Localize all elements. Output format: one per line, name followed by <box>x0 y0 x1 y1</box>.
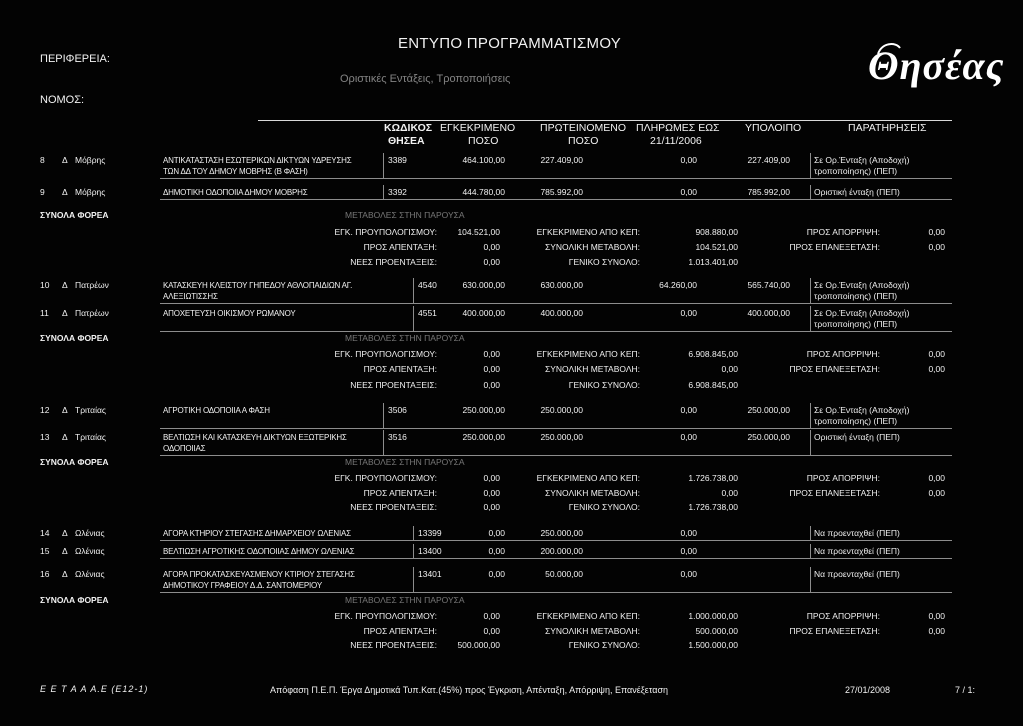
summary-label: ΠΡΟΣ ΑΠΟΡΡΙΨΗ: <box>806 473 880 483</box>
project-title-line: ΔΗΜΟΤΙΚΟΥ ΓΡΑΦΕΙΟΥ Δ.Δ. ΣΑΝΤΟΜΕΡΙΟΥ <box>163 581 322 590</box>
remarks-line: Οριστική ένταξη (ΠΕΠ) <box>814 432 900 442</box>
summary-label: ΝΕΕΣ ΠΡΟΕΝΤΑΞΕΙΣ: <box>350 257 437 267</box>
row-number: 11 <box>40 308 49 318</box>
summary-value: 0,00 <box>483 473 500 483</box>
form-subtitle: Οριστικές Εντάξεις, Τροποποιήσεις <box>340 73 511 85</box>
remarks-line: Να προενταχθεί (ΠΕΠ) <box>814 528 900 538</box>
col-code-line1: ΚΩΔΙΚΟΣ <box>384 122 433 134</box>
row-number: 13 <box>40 432 50 442</box>
col-approved-line2: ΠΟΣΟ <box>468 135 499 147</box>
summary-label: ΝΕΕΣ ΠΡΟΕΝΤΑΞΕΙΣ: <box>350 380 437 390</box>
remarks-column-separator <box>810 567 811 592</box>
remaining-amount: 565.740,00 <box>747 280 790 290</box>
work-type: Δ <box>62 528 68 538</box>
payments-amount: 0,00 <box>680 432 697 442</box>
project-title-line: ΑΛΕΞΙΩΤΙΣΣΗΣ <box>163 292 218 301</box>
summary-value: 0,00 <box>483 257 500 267</box>
changes-label: ΜΕΤΑΒΟΛΕΣ ΣΤΗΝ ΠΑΡΟΥΣΑ <box>345 333 465 343</box>
remaining-amount: 400.000,00 <box>747 308 790 318</box>
work-type: Δ <box>62 280 68 290</box>
summary-value: 104.521,00 <box>695 242 738 252</box>
summary-label: ΕΓΚΕΚΡΙΜΕΝΟ ΑΠΟ ΚΕΠ: <box>536 227 640 237</box>
municipality: Ωλένιας <box>75 569 105 579</box>
changes-label: ΜΕΤΑΒΟΛΕΣ ΣΤΗΝ ΠΑΡΟΥΣΑ <box>345 210 465 220</box>
project-title-line: ΑΠΟΧΕΤΕΥΣΗ ΟΙΚΙΣΜΟΥ ΡΩΜΑΝΟΥ <box>163 309 296 318</box>
code-column-separator <box>413 306 414 331</box>
summary-label: ΕΓΚ. ΠΡΟΥΠΟΛΟΓΙΣΜΟΥ: <box>334 611 437 621</box>
summary-label: ΠΡΟΣ ΑΠΟΡΡΙΨΗ: <box>806 611 880 621</box>
remarks-line: τροποποίησης) (ΠΕΠ) <box>814 416 898 426</box>
summary-value: 0,00 <box>483 242 500 252</box>
row-divider <box>160 303 952 304</box>
remarks-column-separator <box>810 430 811 455</box>
row-number: 14 <box>40 528 50 538</box>
remarks-line: Σε Ορ.Ένταξη (Αποδοχή) <box>814 155 910 165</box>
summary-label: ΕΓΚ. ΠΡΟΥΠΟΛΟΓΙΣΜΟΥ: <box>334 349 437 359</box>
form-title: ΕΝΤΥΠΟ ΠΡΟΓΡΑΜΜΑΤΙΣΜΟΥ <box>398 35 622 52</box>
summary-label: ΠΡΟΣ ΑΠΕΝΤΑΞΗ: <box>363 626 437 636</box>
summary-value: 0,00 <box>928 227 945 237</box>
municipality: Ωλένιας <box>75 546 105 556</box>
work-type: Δ <box>62 432 68 442</box>
code-column-separator <box>383 403 384 428</box>
work-type: Δ <box>62 405 68 415</box>
remarks-line: Οριστική ένταξη (ΠΕΠ) <box>814 187 900 197</box>
region-label: ΠΕΡΙΦΕΡΕΙΑ: <box>40 53 110 65</box>
remarks-line: Σε Ορ.Ένταξη (Αποδοχή) <box>814 405 910 415</box>
approved-amount: 464.100,00 <box>462 155 505 165</box>
work-type: Δ <box>62 546 68 556</box>
remarks-line: Να προενταχθεί (ΠΕΠ) <box>814 569 900 579</box>
col-payments-line1: ΠΛΗΡΩΜΕΣ ΕΩΣ <box>636 122 720 134</box>
summary-label: ΠΡΟΣ ΑΠΕΝΤΑΞΗ: <box>363 364 437 374</box>
remarks-line: τροποποίησης) (ΠΕΠ) <box>814 319 898 329</box>
project-title-line: ΒΕΛΤΙΩΣΗ ΚΑΙ ΚΑΤΑΣΚΕΥΗ ΔΙΚΤΥΩΝ ΕΞΩΤΕΡΙΚΗΣ <box>163 433 347 442</box>
summary-label: ΝΕΕΣ ΠΡΟΕΝΤΑΞΕΙΣ: <box>350 502 437 512</box>
summary-value: 1.500.000,00 <box>688 640 738 650</box>
remaining-amount: 250.000,00 <box>747 432 790 442</box>
summary-value: 0,00 <box>483 626 500 636</box>
approved-amount: 444.780,00 <box>462 187 505 197</box>
approved-amount: 630.000,00 <box>462 280 505 290</box>
summary-value: 0,00 <box>483 611 500 621</box>
row-divider <box>160 592 952 593</box>
row-divider <box>160 455 952 456</box>
project-title-line: ΤΩΝ ΔΔ ΤΟΥ ΔΗΜΟΥ ΜΟΒΡΗΣ (Β ΦΑΣΗ) <box>163 167 308 176</box>
code-column-separator <box>413 526 414 540</box>
summary-value: 500.000,00 <box>695 626 738 636</box>
project-code: 4540 <box>418 280 437 290</box>
footer-form-code: Ε Ε Τ Α Α Α.Ε (Ε12-1) <box>40 684 149 694</box>
summary-label: ΠΡΟΣ ΑΠΟΡΡΙΨΗ: <box>806 349 880 359</box>
summary-value: 0,00 <box>928 488 945 498</box>
col-payments-line2: 21/11/2006 <box>650 135 702 147</box>
project-code: 3506 <box>388 405 407 415</box>
col-remaining: ΥΠΟΛΟΙΠΟ <box>745 122 802 134</box>
municipality: Μόβρης <box>75 155 106 165</box>
remarks-line: τροποποίησης) (ΠΕΠ) <box>814 291 898 301</box>
proposed-amount: 50.000,00 <box>545 569 583 579</box>
remarks-column-separator <box>810 306 811 331</box>
summary-value: 1.726.738,00 <box>688 473 738 483</box>
municipality: Πατρέων <box>75 308 109 318</box>
proposed-amount: 200.000,00 <box>540 546 583 556</box>
summary-label: ΠΡΟΣ ΕΠΑΝΕΞΕΤΑΣΗ: <box>789 488 880 498</box>
code-column-separator <box>413 567 414 592</box>
code-column-separator <box>383 185 384 199</box>
totals-label: ΣΥΝΟΛΑ ΦΟΡΕΑ <box>40 595 109 605</box>
approved-amount: 0,00 <box>488 569 505 579</box>
payments-amount: 0,00 <box>680 569 697 579</box>
summary-value: 500.000,00 <box>457 640 500 650</box>
summary-value: 1.013.401,00 <box>688 257 738 267</box>
summary-value: 0,00 <box>483 502 500 512</box>
project-title-line: ΒΕΛΤΙΩΣΗ ΑΓΡΟΤΙΚΗΣ ΟΔΟΠΟΙΙΑΣ ΔΗΜΟΥ ΩΛΕΝΙΑΣ <box>163 547 355 556</box>
totals-label: ΣΥΝΟΛΑ ΦΟΡΕΑ <box>40 457 109 467</box>
project-code: 3392 <box>388 187 407 197</box>
work-type: Δ <box>62 308 68 318</box>
summary-value: 0,00 <box>928 364 945 374</box>
payments-amount: 0,00 <box>680 187 697 197</box>
row-number: 8 <box>40 155 45 165</box>
approved-amount: 250.000,00 <box>462 405 505 415</box>
proposed-amount: 250.000,00 <box>540 405 583 415</box>
summary-label: ΣΥΝΟΛΙΚΗ ΜΕΤΑΒΟΛΗ: <box>544 364 640 374</box>
remarks-line: Σε Ορ.Ένταξη (Αποδοχή) <box>814 280 910 290</box>
summary-label: ΠΡΟΣ ΕΠΑΝΕΞΕΤΑΣΗ: <box>789 364 880 374</box>
row-number: 16 <box>40 569 50 579</box>
project-code: 3389 <box>388 155 407 165</box>
summary-label: ΓΕΝΙΚΟ ΣΥΝΟΛΟ: <box>568 640 640 650</box>
changes-label: ΜΕΤΑΒΟΛΕΣ ΣΤΗΝ ΠΑΡΟΥΣΑ <box>345 595 465 605</box>
approved-amount: 400.000,00 <box>462 308 505 318</box>
remarks-column-separator <box>810 544 811 558</box>
work-type: Δ <box>62 569 68 579</box>
col-code-line2: ΘΗΣΕΑ <box>388 135 425 147</box>
col-proposed-line2: ΠΟΣΟ <box>568 135 599 147</box>
summary-label: ΝΕΕΣ ΠΡΟΕΝΤΑΞΕΙΣ: <box>350 640 437 650</box>
summary-value: 1.726.738,00 <box>688 502 738 512</box>
approved-amount: 0,00 <box>488 528 505 538</box>
footer-page-number: 7 / 1: <box>955 685 976 695</box>
row-divider <box>160 178 952 179</box>
summary-value: 0,00 <box>483 349 500 359</box>
row-number: 12 <box>40 405 50 415</box>
summary-value: 6.908.845,00 <box>688 380 738 390</box>
remaining-amount: 227.409,00 <box>747 155 790 165</box>
prefecture-label: ΝΟΜΟΣ: <box>40 94 85 106</box>
col-remarks: ΠΑΡΑΤΗΡΗΣΕΙΣ <box>848 122 927 134</box>
payments-amount: 64.260,00 <box>659 280 697 290</box>
remarks-column-separator <box>810 185 811 199</box>
project-code: 13399 <box>418 528 442 538</box>
project-title-line: ΑΝΤΙΚΑΤΑΣΤΑΣΗ ΕΣΩΤΕΡΙΚΩΝ ΔΙΚΤΥΩΝ ΥΔΡΕΥΣΗΣ <box>163 156 352 165</box>
proposed-amount: 630.000,00 <box>540 280 583 290</box>
project-title-line: ΑΓΟΡΑ ΚΤΗΡΙΟΥ ΣΤΕΓΑΣΗΣ ΔΗΜΑΡΧΕΙΟΥ ΩΛΕΝΙΑΣ <box>163 529 351 538</box>
remarks-line: Να προενταχθεί (ΠΕΠ) <box>814 546 900 556</box>
footer-description: Απόφαση Π.Ε.Π. Έργα Δημοτικά Τυπ.Κατ.(45%) προς Έγκριση, Απένταξη, Απόρριψη, Επανέξεταση <box>270 685 669 695</box>
summary-value: 908.880,00 <box>695 227 738 237</box>
payments-amount: 0,00 <box>680 546 697 556</box>
project-title-line: ΚΑΤΑΣΚΕΥΗ ΚΛΕΙΣΤΟΥ ΓΗΠΕΔΟΥ ΑΘΛΟΠΑΙΔΙΩΝ ΑΓ. <box>163 281 353 290</box>
logo-text: Θησέας <box>868 43 1005 88</box>
summary-value: 0,00 <box>483 364 500 374</box>
work-type: Δ <box>62 155 68 165</box>
summary-value: 0,00 <box>483 380 500 390</box>
summary-label: ΕΓΚΕΚΡΙΜΕΝΟ ΑΠΟ ΚΕΠ: <box>536 349 640 359</box>
summary-value: 1.000.000,00 <box>688 611 738 621</box>
payments-amount: 0,00 <box>680 308 697 318</box>
changes-label: ΜΕΤΑΒΟΛΕΣ ΣΤΗΝ ΠΑΡΟΥΣΑ <box>345 457 465 467</box>
summary-value: 0,00 <box>721 488 738 498</box>
summary-label: ΠΡΟΣ ΑΠΕΝΤΑΞΗ: <box>363 242 437 252</box>
payments-amount: 0,00 <box>680 528 697 538</box>
municipality: Πατρέων <box>75 280 109 290</box>
municipality: Τριταίας <box>75 405 106 415</box>
code-column-separator <box>413 544 414 558</box>
proposed-amount: 227.409,00 <box>540 155 583 165</box>
remarks-line: τροποποίησης) (ΠΕΠ) <box>814 166 898 176</box>
row-number: 9 <box>40 187 45 197</box>
theseus-logo <box>862 40 1023 92</box>
municipality: Τριταίας <box>75 432 106 442</box>
col-proposed-line1: ΠΡΩΤΕΙΝΟΜΕΝΟ <box>540 122 627 134</box>
code-column-separator <box>413 278 414 303</box>
project-title-line: ΟΔΟΠΟΙΙΑΣ <box>163 444 206 453</box>
summary-label: ΣΥΝΟΛΙΚΗ ΜΕΤΑΒΟΛΗ: <box>544 626 640 636</box>
project-code: 13400 <box>418 546 442 556</box>
row-number: 10 <box>40 280 50 290</box>
remarks-line: Σε Ορ.Ένταξη (Αποδοχή) <box>814 308 910 318</box>
summary-label: ΕΓΚ. ΠΡΟΥΠΟΛΟΓΙΣΜΟΥ: <box>334 227 437 237</box>
row-divider <box>160 428 952 429</box>
approved-amount: 250.000,00 <box>462 432 505 442</box>
code-column-separator <box>383 153 384 178</box>
summary-value: 0,00 <box>928 611 945 621</box>
summary-label: ΠΡΟΣ ΕΠΑΝΕΞΕΤΑΣΗ: <box>789 242 880 252</box>
footer-date: 27/01/2008 <box>845 685 891 695</box>
project-title-line: ΑΓΡΟΤΙΚΗ ΟΔΟΠΟΙΙΑ Α ΦΑΣΗ <box>163 406 270 415</box>
summary-label: ΕΓΚΕΚΡΙΜΕΝΟ ΑΠΟ ΚΕΠ: <box>536 473 640 483</box>
project-code: 3516 <box>388 432 407 442</box>
summary-value: 0,00 <box>928 473 945 483</box>
summary-value: 104.521,00 <box>457 227 500 237</box>
row-divider <box>160 540 952 541</box>
remarks-column-separator <box>810 153 811 178</box>
remaining-amount: 785.992,00 <box>747 187 790 197</box>
row-divider <box>160 199 952 200</box>
summary-label: ΠΡΟΣ ΑΠΟΡΡΙΨΗ: <box>806 227 880 237</box>
summary-label: ΓΕΝΙΚΟ ΣΥΝΟΛΟ: <box>568 257 640 267</box>
proposed-amount: 785.992,00 <box>540 187 583 197</box>
project-title-line: ΑΓΟΡΑ ΠΡΟΚΑΤΑΣΚΕΥΑΣΜΕΝΟΥ ΚΤΙΡΙΟΥ ΣΤΕΓΑΣΗΣ <box>163 570 355 579</box>
summary-label: ΠΡΟΣ ΕΠΑΝΕΞΕΤΑΣΗ: <box>789 626 880 636</box>
summary-label: ΣΥΝΟΛΙΚΗ ΜΕΤΑΒΟΛΗ: <box>544 242 640 252</box>
municipality: Μόβρης <box>75 187 106 197</box>
summary-label: ΠΡΟΣ ΑΠΕΝΤΑΞΗ: <box>363 488 437 498</box>
proposed-amount: 400.000,00 <box>540 308 583 318</box>
remarks-column-separator <box>810 278 811 303</box>
project-code: 4551 <box>418 308 437 318</box>
work-type: Δ <box>62 187 68 197</box>
summary-label: ΕΓΚ. ΠΡΟΥΠΟΛΟΓΙΣΜΟΥ: <box>334 473 437 483</box>
summary-label: ΕΓΚΕΚΡΙΜΕΝΟ ΑΠΟ ΚΕΠ: <box>536 611 640 621</box>
summary-label: ΓΕΝΙΚΟ ΣΥΝΟΛΟ: <box>568 380 640 390</box>
remarks-column-separator <box>810 403 811 428</box>
payments-amount: 0,00 <box>680 155 697 165</box>
summary-value: 0,00 <box>483 488 500 498</box>
project-code: 13401 <box>418 569 442 579</box>
totals-label: ΣΥΝΟΛΑ ΦΟΡΕΑ <box>40 210 109 220</box>
summary-value: 0,00 <box>928 626 945 636</box>
municipality: Ωλένιας <box>75 528 105 538</box>
summary-value: 0,00 <box>928 242 945 252</box>
row-divider <box>160 331 952 332</box>
payments-amount: 0,00 <box>680 405 697 415</box>
summary-value: 6.908.845,00 <box>688 349 738 359</box>
project-title-line: ΔΗΜΟΤΙΚΗ ΟΔΟΠΟΙΙΑ ΔΗΜΟΥ ΜΟΒΡΗΣ <box>163 188 308 197</box>
totals-label: ΣΥΝΟΛΑ ΦΟΡΕΑ <box>40 333 109 343</box>
col-approved-line1: ΕΓΚΕΚΡΙΜΕΝΟ <box>440 122 516 134</box>
proposed-amount: 250.000,00 <box>540 528 583 538</box>
row-divider <box>160 558 952 559</box>
remaining-amount: 250.000,00 <box>747 405 790 415</box>
header-rule <box>258 120 952 121</box>
summary-label: ΣΥΝΟΛΙΚΗ ΜΕΤΑΒΟΛΗ: <box>544 488 640 498</box>
remarks-column-separator <box>810 526 811 540</box>
code-column-separator <box>383 430 384 455</box>
summary-value: 0,00 <box>721 364 738 374</box>
proposed-amount: 250.000,00 <box>540 432 583 442</box>
approved-amount: 0,00 <box>488 546 505 556</box>
summary-label: ΓΕΝΙΚΟ ΣΥΝΟΛΟ: <box>568 502 640 512</box>
row-number: 15 <box>40 546 50 556</box>
summary-value: 0,00 <box>928 349 945 359</box>
